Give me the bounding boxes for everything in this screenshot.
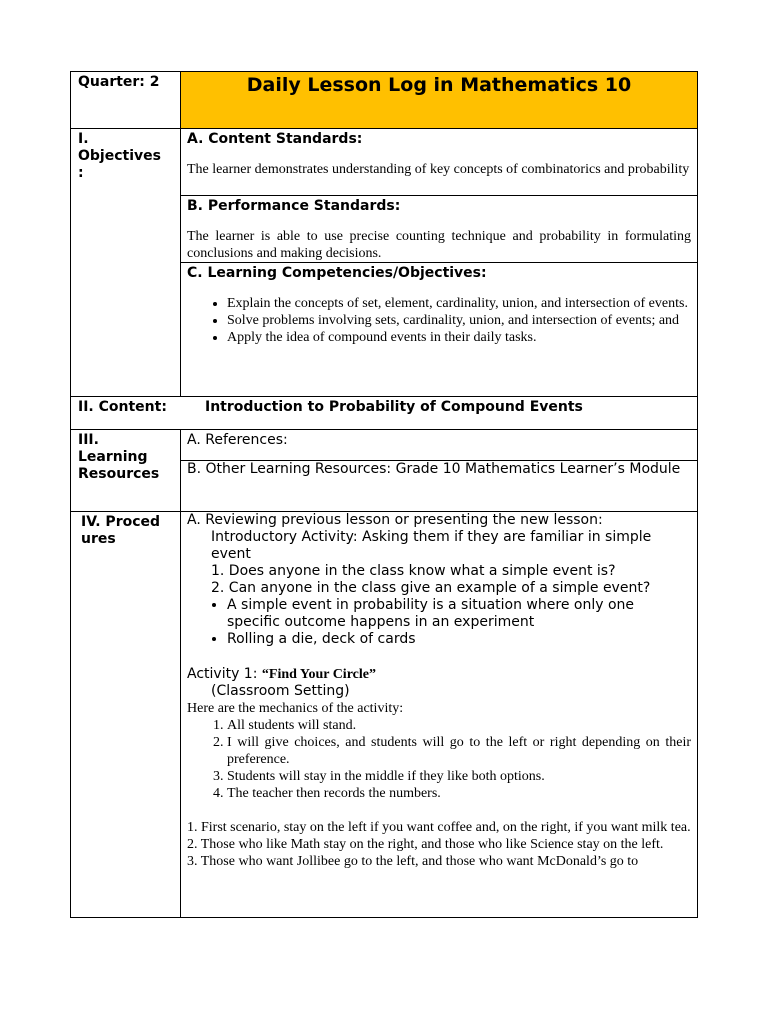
activity-setting: (Classroom Setting) — [211, 683, 350, 699]
content-standards-heading: A. Content Standards: — [187, 131, 363, 147]
procedures-label: IV. Procedures — [81, 514, 161, 547]
content-label: II. Content: — [78, 399, 167, 415]
other-resources-cell — [181, 461, 698, 512]
objectives-row-a — [71, 129, 698, 196]
title-cell — [181, 72, 698, 129]
content-value: Introduction to Probability of Compound Events — [205, 399, 583, 415]
list-item: • Explain the concepts of set, element, cardinality, union, and intersection of events. — [227, 295, 691, 312]
procedure-a-heading: A. Reviewing previous lesson or presenting the new lesson: — [187, 512, 603, 528]
performance-standards-text: The learner is able to use precise counting technique and probability in formulating conclusions and making decisions. — [187, 229, 691, 261]
objectives-label: I. Objectives : — [78, 131, 161, 181]
procedures-row — [71, 512, 698, 918]
quarter-cell — [71, 72, 181, 129]
header-row — [71, 72, 698, 129]
list-item: • Rolling a die, deck of cards — [227, 631, 691, 648]
resources-label: III. Learning Resources — [78, 432, 160, 482]
content-standards-cell — [181, 129, 698, 196]
list-item: • A simple event in probability is a situation where only one specific outcome happens in an experiment — [227, 597, 691, 631]
lesson-log-table — [70, 71, 698, 918]
activity-name: “Find Your Circle” — [261, 667, 376, 682]
other-resources-text: B. Other Learning Resources: Grade 10 Mathematics Learner’s Module — [187, 461, 681, 477]
procedure-intro-line: Introductory Activity: Asking them if they are familiar in simple event — [211, 529, 652, 562]
procedure-question-2: 2. Can anyone in the class give an example of a simple event? — [211, 580, 651, 596]
scenario-1: 1. First scenario, stay on the left if you want coffee and, on the right, if you want milk tea. — [187, 820, 691, 835]
list-item: 2. I will give choices, and students will go to the left or right depending on their preference. — [227, 734, 691, 768]
scenario-3: 3. Those who want Jollibee go to the left, and those who want McDonald’s go to — [187, 854, 639, 869]
scenario-2: 2. Those who like Math stay on the right, and those who like Science stay on the left. — [187, 837, 664, 852]
mechanics-intro: Here are the mechanics of the activity: — [187, 701, 404, 716]
activity-prefix: Activity 1: — [187, 666, 262, 682]
competencies-list — [181, 295, 697, 346]
mechanics-list — [181, 717, 697, 802]
list-item: • Solve problems involving sets, cardinality, union, and intersection of events; and — [227, 312, 691, 329]
activity-title — [181, 665, 697, 683]
page-title: Daily Lesson Log in Mathematics 10 — [246, 74, 632, 96]
quarter-label: Quarter: 2 — [78, 74, 160, 90]
resources-label-cell — [71, 430, 181, 512]
references-label: A. References: — [187, 432, 288, 448]
resources-row-a — [71, 430, 698, 461]
list-item: 1. All students will stand. — [227, 717, 691, 734]
content-row — [71, 397, 698, 430]
list-item: 4. The teacher then records the numbers. — [227, 785, 691, 802]
list-item: • Apply the idea of compound events in their daily tasks. — [227, 329, 691, 346]
performance-standards-heading: B. Performance Standards: — [187, 198, 401, 214]
procedure-question-1: 1. Does anyone in the class know what a simple event is? — [211, 563, 616, 579]
procedures-label-cell — [71, 512, 181, 918]
competencies-cell — [181, 263, 698, 397]
simple-event-list — [181, 597, 697, 648]
performance-standards-cell — [181, 196, 698, 263]
procedures-cell — [181, 512, 698, 918]
objectives-label-cell — [71, 129, 181, 397]
content-label-cell — [71, 397, 698, 430]
list-item: 3. Students will stay in the middle if they like both options. — [227, 768, 691, 785]
references-cell — [181, 430, 698, 461]
content-standards-text: The learner demonstrates understanding of key concepts of combinatorics and probability — [187, 162, 690, 177]
competencies-heading: C. Learning Competencies/Objectives: — [187, 265, 487, 281]
